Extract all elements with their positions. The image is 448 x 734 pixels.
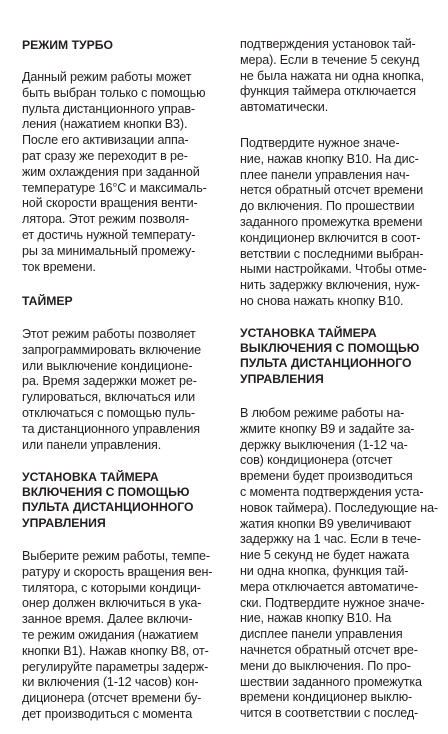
text-line: дисплее панели управления <box>240 627 403 642</box>
text-line: Выберите режим работы, темпе- <box>22 549 210 563</box>
text-line: та дистанционного управления <box>22 421 200 436</box>
heading-line: ПУЛЬТА ДИСТАНЦИОННОГО <box>240 356 412 371</box>
heading-line: ПУЛЬТА ДИСТАНЦИОННОГО <box>22 500 194 515</box>
text-line: задержку на 1 час. Если в тече- <box>240 532 421 547</box>
off-timer-paragraph <box>240 406 438 722</box>
text-line: шествии заданного промежутка <box>240 674 422 689</box>
timer-paragraph <box>22 327 201 453</box>
continuation-paragraph <box>240 37 424 116</box>
heading-line: УСТАНОВКА ТАЙМЕРА <box>22 470 159 484</box>
heading-line: УПРАВЛЕНИЯ <box>240 371 324 386</box>
text-line: температуре 16°C и максималь- <box>22 180 207 195</box>
text-line: Подтвердите нужное значе- <box>240 136 400 150</box>
text-line: ветствии с последними выбран- <box>240 246 424 261</box>
text-line: лятора. Этот режим позволя- <box>22 212 190 227</box>
text-line: ток времени. <box>22 259 96 274</box>
text-line: кондиционер включится в соот- <box>240 230 421 245</box>
heading-line: УПРАВЛЕНИЯ <box>22 515 106 530</box>
text-line: онер должен включиться в ука- <box>22 596 202 611</box>
text-line: регулируйте параметры задерж- <box>22 659 209 674</box>
text-line: времени будет производиться <box>240 469 413 484</box>
text-line: плее панели управления нач- <box>240 167 410 182</box>
text-line: отключаться с помощью пуль- <box>22 405 195 420</box>
timer-heading <box>22 294 73 309</box>
text-line: ние, нажав кнопку B10. На <box>240 611 392 626</box>
text-line: подтверждения установок тай- <box>240 37 416 51</box>
text-line: мера). Если в течение 5 секунд <box>240 52 420 67</box>
text-line: ние 5 секунд не будет нажата <box>240 548 410 563</box>
text-line: запрограммировать включение <box>22 342 202 357</box>
text-line: нить задержку включения, нуж- <box>240 278 420 293</box>
on-timer-paragraph <box>22 549 212 723</box>
turbo-paragraph <box>22 70 207 275</box>
text-line: до включения. По прошествии <box>240 199 415 214</box>
text-line: те режим ожидания (нажатием <box>22 627 199 642</box>
text-line: новок таймера). Последующие на- <box>240 500 438 515</box>
off-timer-heading <box>240 326 419 387</box>
text-line: ной скорости вращения венти- <box>22 196 198 211</box>
text-line: жатия кнопки B9 увеличивают <box>240 516 412 531</box>
text-line: начнется обратный отсчет вре- <box>240 642 418 657</box>
confirm-paragraph <box>240 136 427 310</box>
text-line: ние, нажав кнопку B10. На дис- <box>240 151 419 166</box>
text-line: ратуру и скорость вращения вен- <box>22 564 213 579</box>
text-line: не была нажата ни одна кнопка, <box>240 68 424 83</box>
text-line: или панели управления. <box>22 437 162 452</box>
heading-line: ТАЙМЕР <box>22 294 73 308</box>
text-line: заданного промежутка времени <box>240 214 423 229</box>
text-line: быть выбран только с помощью <box>22 85 206 100</box>
on-timer-heading <box>22 470 194 531</box>
text-line: мера отключается автоматиче- <box>240 579 419 594</box>
text-line: ления (нажатием кнопки B3). <box>22 117 188 132</box>
text-line: с момента подтверждения уста- <box>240 484 424 499</box>
text-line: кнопки B1). Нажав кнопку B8, от- <box>22 643 209 658</box>
text-line: сов) кондиционера (отсчет <box>240 453 393 468</box>
text-line: нется обратный отсчет времени <box>240 183 423 198</box>
text-line: Этот режим работы позволяет <box>22 327 196 341</box>
text-line: тилятора, с которыми кондици- <box>22 580 201 595</box>
text-line: но снова нажать кнопку B10. <box>240 293 404 308</box>
text-line: ры за минимальный промежу- <box>22 243 196 258</box>
text-line: ными настройками. Чтобы отме- <box>240 262 427 277</box>
text-line: мени до выключения. По про- <box>240 658 411 673</box>
heading-line: ВЫКЛЮЧЕНИЯ С ПОМОЩЬЮ <box>240 341 420 356</box>
heading-line: ВКЛЮЧЕНИЯ С ПОМОЩЬЮ <box>22 485 190 500</box>
text-line: Данный режим работы может <box>22 70 192 84</box>
text-line: жмите кнопку B9 и задайте за- <box>240 421 415 436</box>
text-line: В любом режиме работы на- <box>240 406 405 420</box>
text-line: времени кондиционер выклю- <box>240 690 413 705</box>
text-line: функция таймера отключается <box>240 84 416 99</box>
text-line: или выключение кондиционе- <box>22 358 193 373</box>
text-line: ра. Время задержки может ре- <box>22 374 197 389</box>
text-line: чится в соответствии с послед- <box>240 706 419 721</box>
text-line: рат сразу же переходит в ре- <box>22 148 188 163</box>
text-line: ски. Подтвердите нужное значе- <box>240 595 425 610</box>
text-line: держку выключения (1-12 ча- <box>240 437 408 452</box>
text-line: гулироваться, включаться или <box>22 390 196 405</box>
text-line: После его активизации аппа- <box>22 133 189 148</box>
text-line: автоматически. <box>240 100 329 115</box>
text-line: ки включения (1-12 часов) кон- <box>22 675 199 690</box>
heading-line: УСТАНОВКА ТАЙМЕРА <box>240 326 377 340</box>
text-line: пульта дистанционного управ- <box>22 101 195 116</box>
text-line: дет производиться с момента <box>22 706 193 721</box>
text-line: занное время. Далее включи- <box>22 612 193 627</box>
text-line: ни одна кнопка, функция тай- <box>240 563 409 578</box>
text-line: жим охлаждения при заданной <box>22 164 200 179</box>
text-line: ет достичь нужной температу- <box>22 227 196 242</box>
turbo-heading <box>22 38 113 53</box>
heading-line: РЕЖИМ ТУРБО <box>22 38 113 52</box>
text-line: диционера (отсчет времени бу- <box>22 691 202 706</box>
